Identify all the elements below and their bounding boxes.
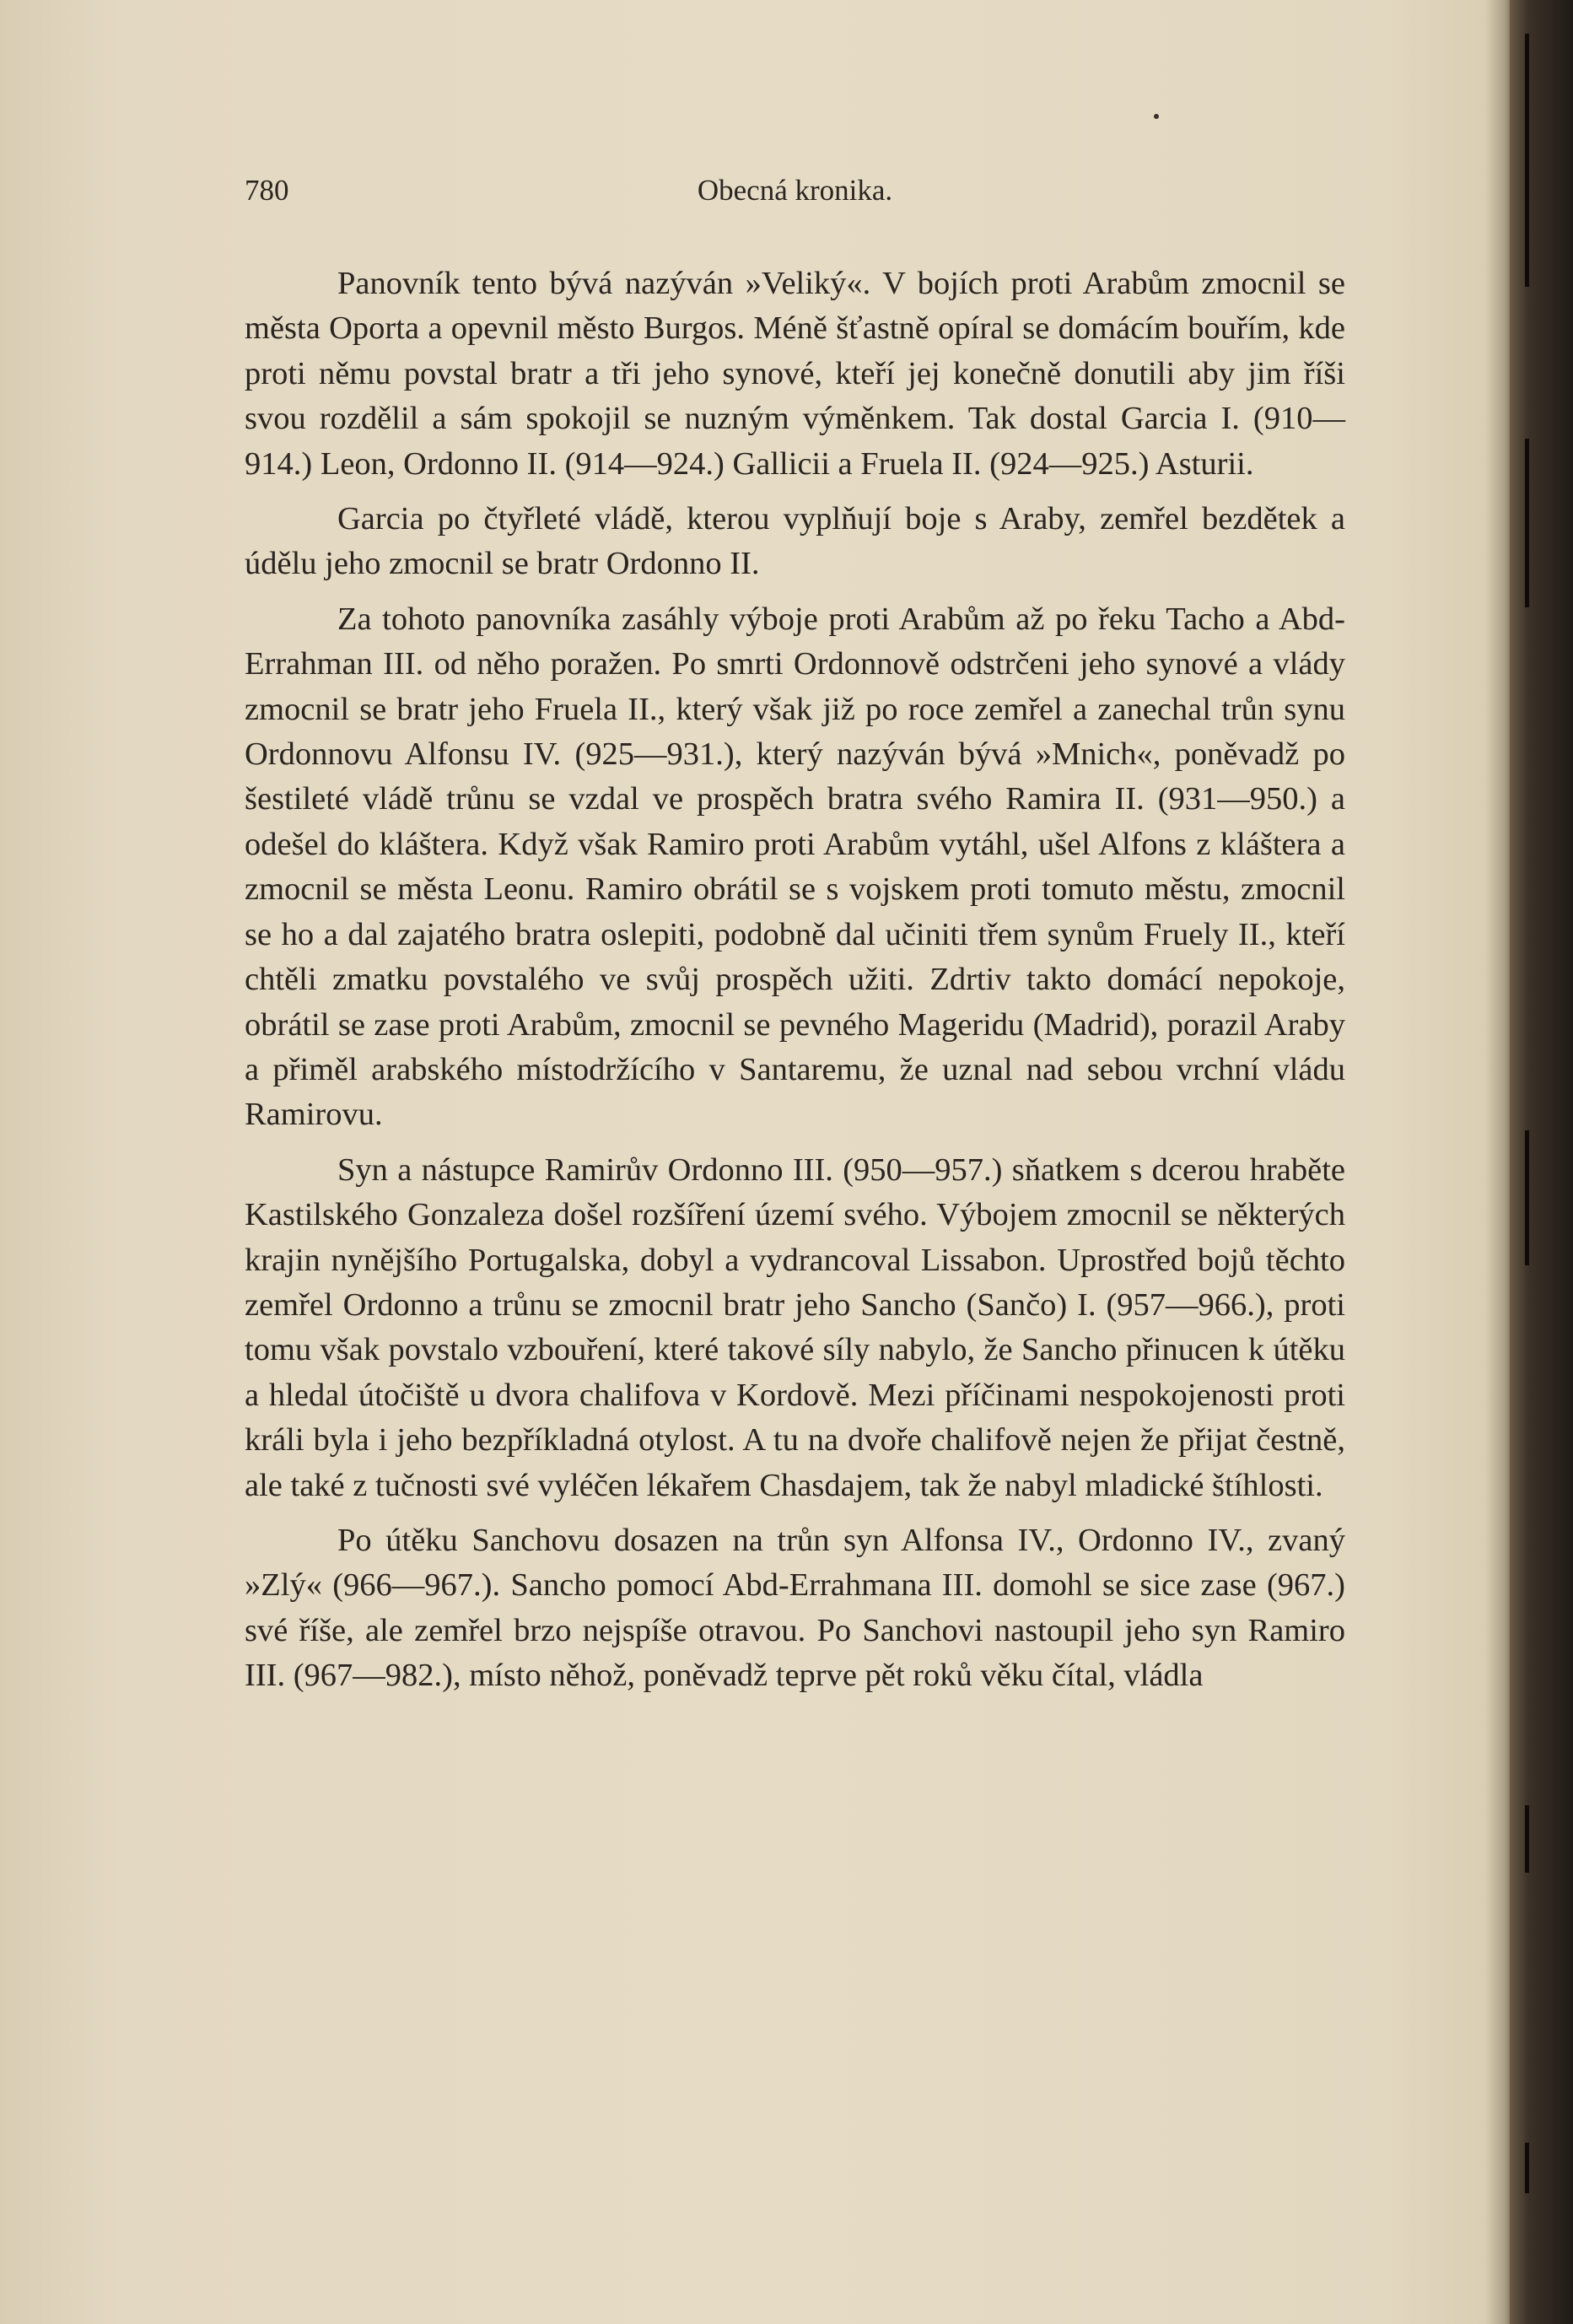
- page-header: [245, 174, 1345, 214]
- page-number: 780: [245, 174, 289, 207]
- edge-mark: [1525, 34, 1529, 287]
- book-edge: [1510, 0, 1573, 2324]
- paragraph: Garcia po čtyřleté vládě, kterou vyplňují boje s Araby, zemřel bezdětek a údělu jeho zmocnil se bratr Ordonno II.: [245, 501, 1345, 582]
- edge-mark: [1525, 2143, 1529, 2193]
- edge-mark: [1525, 439, 1529, 607]
- running-title: Obecná kronika.: [697, 174, 893, 207]
- edge-mark: [1525, 1805, 1529, 1873]
- paragraph: Za tohoto panovníka zasáhly výboje proti Arabům až po řeku Tacho a Abd-Errahman III. od něho poražen. Po smrti Ordonnově odstrčeni jeho synové a vlády zmocnil se bratr jeho Fruela II., který však již po roce zemřel a zanechal trůn synu Ordonnovu Alfonsu IV. (925—931.), který nazýván bývá »Mnich«, poněvadž po šestileté vládě trůnu se vzdal ve prospěch bratra svého Ramira II. (931—950.) a odešel do kláštera. Když však Ramiro proti Arabům vytáhl, ušel Alfons z kláštera a zmocnil se města Leonu. Ramiro obrátil se s vojskem proti tomuto městu, zmocnil se ho a dal zajatého bratra oslepiti, podobně dal učiniti třem synům Fruely II., kteří chtěli zmatku povstalého ve svůj prospěch užiti. Zdrtiv takto domácí nepokoje, obrátil se zase proti Arabům, zmocnil se pevného Mageridu (Madrid), porazil Araby a přiměl arabského místodržícího v Santaremu, že uznal nad sebou vrchní vládu Ramirovu.: [245, 601, 1345, 1133]
- paragraph: Syn a nástupce Ramirův Ordonno III. (950—957.) sňatkem s dcerou hraběte Kastilského Gonzaleza došel rozšíření území svého. Výbojem zmocnil se některých krajin nynějšího Portugalska, dobyl a vydrancoval Lissabon. Uprostřed bojů těchto zemřel Ordonno a trůnu se zmocnil bratr jeho Sancho (Sančo) I. (957—966.), proti tomu však povstalo vzbouření, které takové síly nabylo, že Sancho přinucen k útěku a hledal útočiště u dvora chalifova v Kordově. Mezi příčinami nespokojenosti proti králi byla i jeho bezpříkladná otylost. A tu na dvoře chalifově nejen že přijat čestně, ale také z tučnosti své vyléčen lékařem Chasdajem, tak že nabyl mladické štíhlosti.: [245, 1151, 1345, 1503]
- body-text: [245, 262, 1345, 1709]
- ink-speck: [1154, 114, 1159, 119]
- edge-mark: [1525, 1130, 1529, 1265]
- paragraph: Panovník tento bývá nazýván »Veliký«. V bojích proti Arabům zmocnil se města Oporta a opevnil město Burgos. Méně šťastně opíral se domácím bouřím, kde proti němu povstal bratr a tři jeho synové, kteří jej konečně donutili aby jim říši svou rozdělil a sám spokojil se nuzným výměnkem. Tak dostal Garcia I. (910—914.) Leon, Ordonno II. (914—924.) Gallicii a Fruela II. (924—925.) Asturii.: [245, 266, 1345, 482]
- page-gutter-shadow: [1484, 0, 1510, 2324]
- paragraph: Po útěku Sanchovu dosazen na trůn syn Alfonsa IV., Ordonno IV., zvaný »Zlý« (966—967.). Sancho pomocí Abd-Errahmana III. domohl se sice zase (967.) své říše, ale zemřel brzo nejspíše otravou. Po Sanchovi nastoupil jeho syn Ramiro III. (967—982.), místo něhož, poněvadž teprve pět roků věku čítal, vládla: [245, 1522, 1345, 1694]
